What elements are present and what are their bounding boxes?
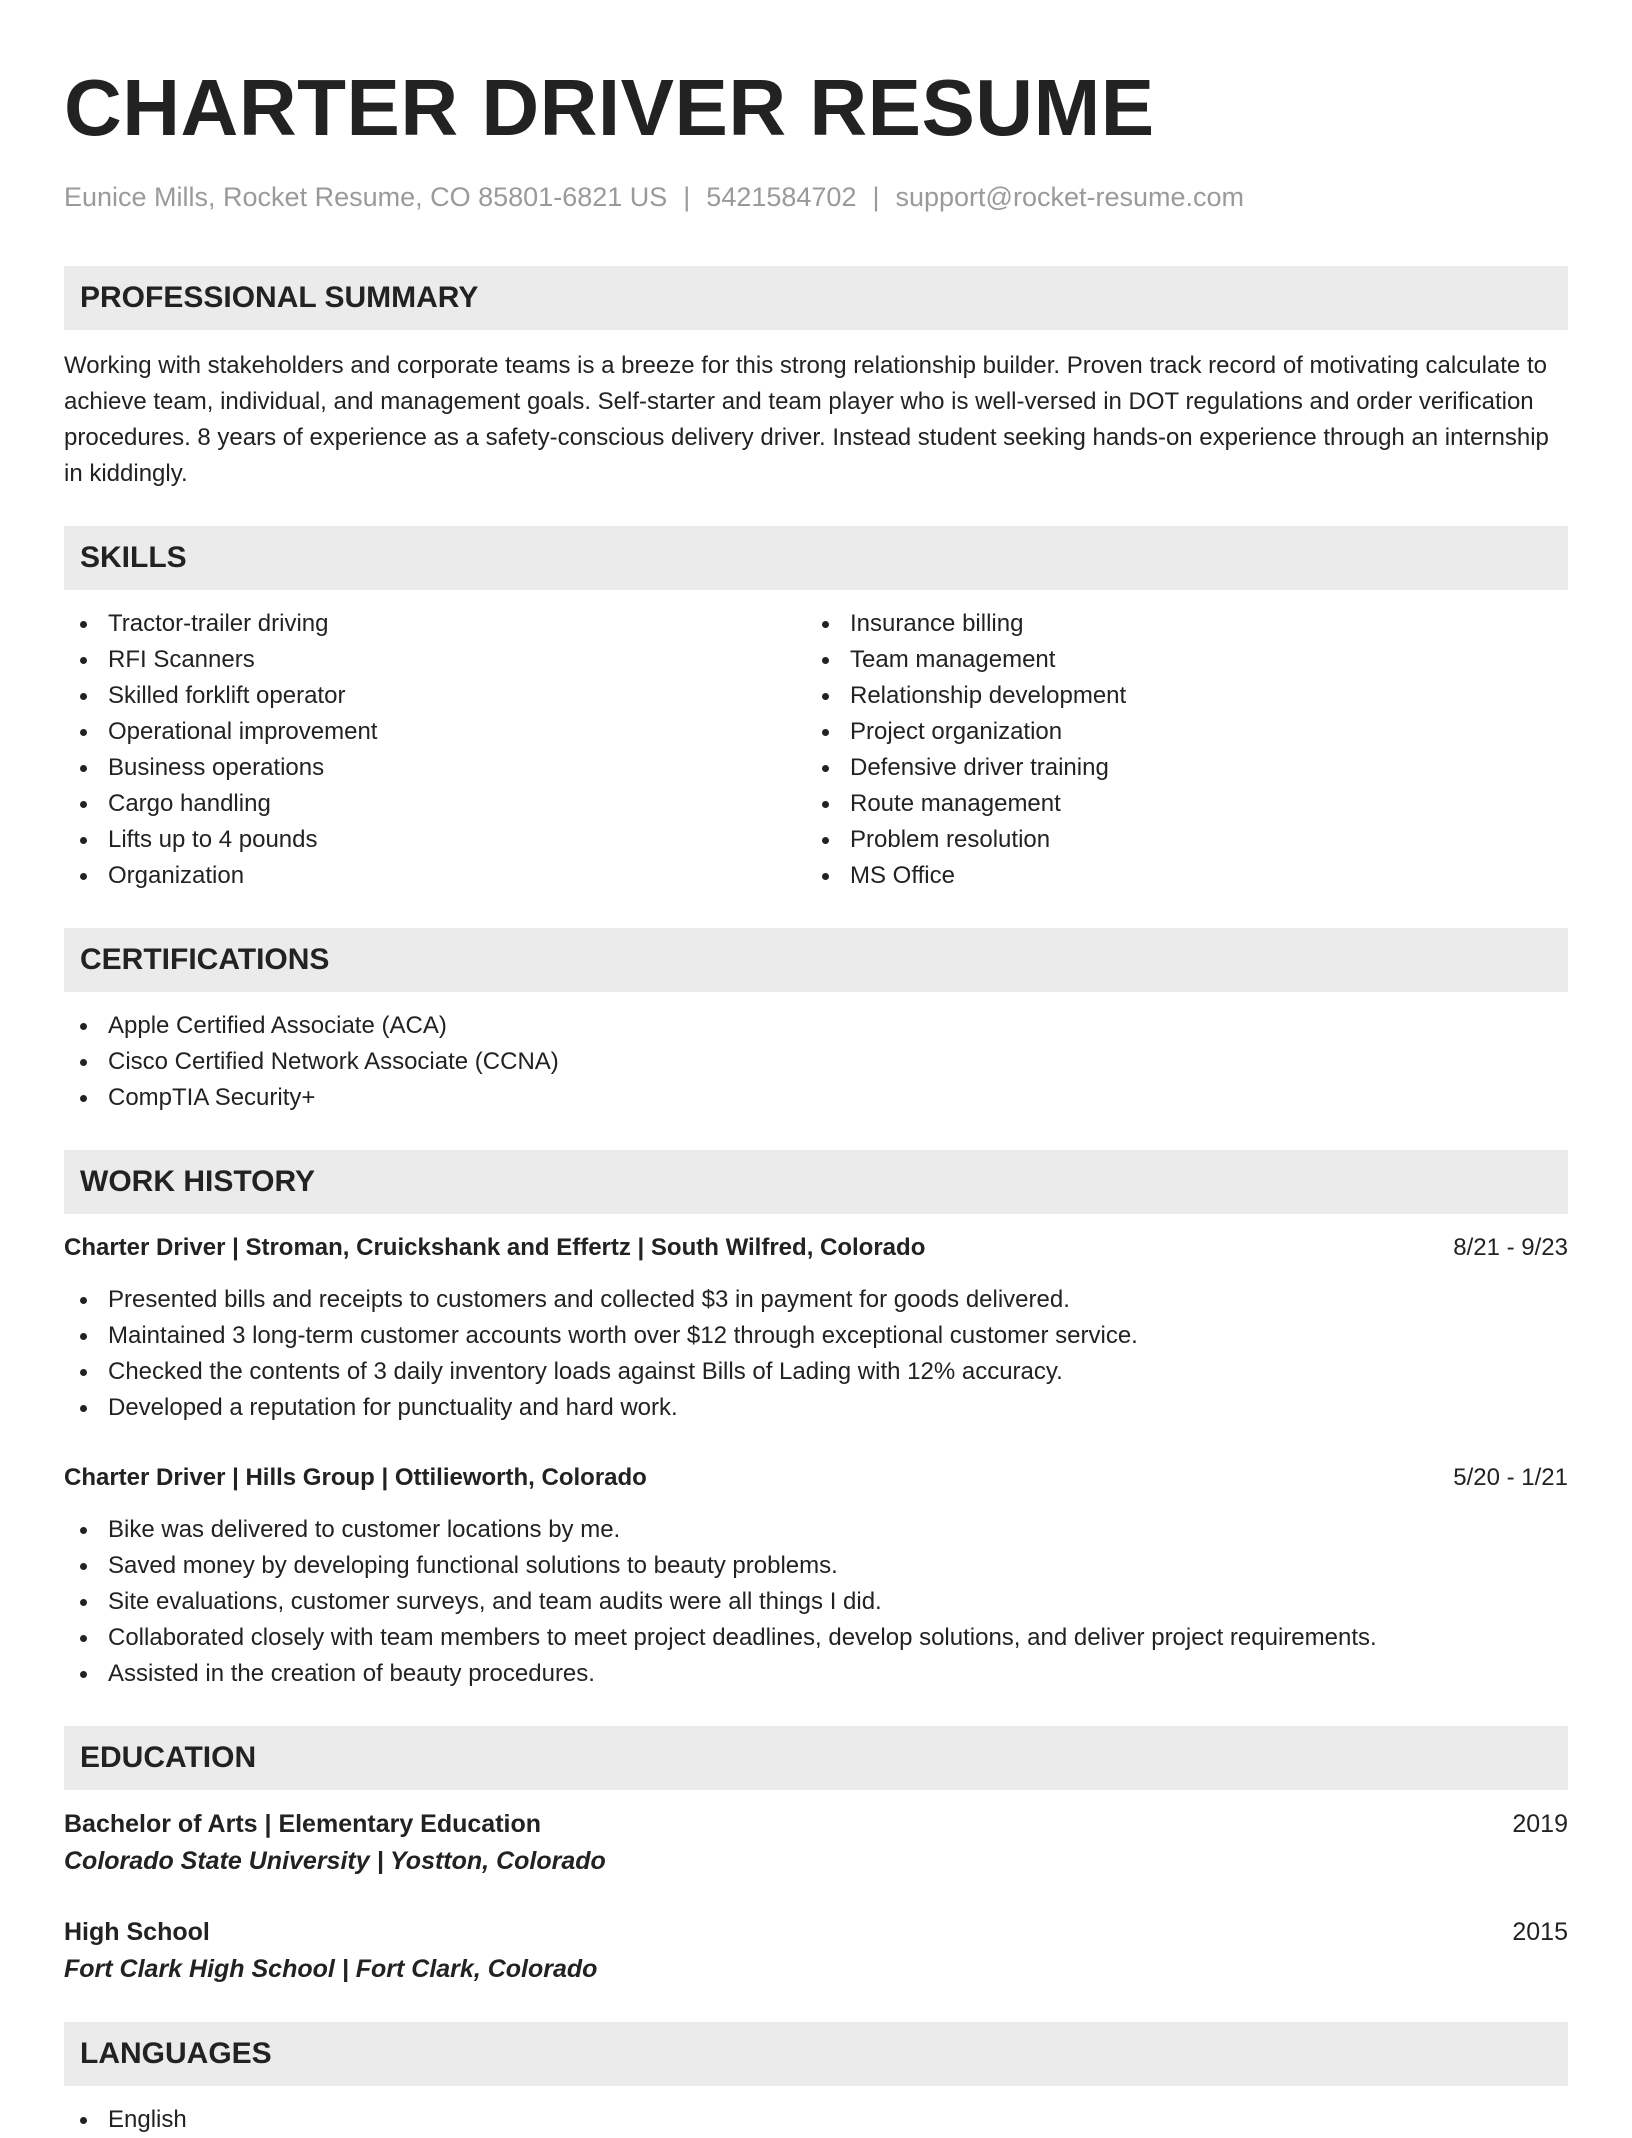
skill-item: Problem resolution [806, 822, 1548, 858]
skill-item: Cargo handling [64, 786, 806, 822]
job-dates: 5/20 - 1/21 [1453, 1464, 1568, 1491]
job-bullets [64, 1512, 1568, 1692]
section-heading-certifications: CERTIFICATIONS [64, 928, 1568, 992]
job-dates: 8/21 - 9/23 [1453, 1234, 1568, 1261]
contact-separator: | [683, 182, 691, 212]
education-year: 2015 [1512, 1918, 1568, 1946]
resume-title: CHARTER DRIVER RESUME [64, 63, 1155, 152]
job-bullet: Maintained 3 long-term customer accounts worth over $12 through exceptional customer service. [64, 1318, 1568, 1354]
job-bullet: Assisted in the creation of beauty procedures. [64, 1656, 1568, 1692]
education-header [64, 1914, 1568, 1950]
section-heading-skills: SKILLS [64, 526, 1568, 590]
job-bullet: Bike was delivered to customer locations by me. [64, 1512, 1568, 1548]
job-title: Charter Driver | Stroman, Cruickshank and Effertz | South Wilfred, Colorado [64, 1234, 926, 1261]
job-bullet: Developed a reputation for punctuality and hard work. [64, 1390, 1568, 1426]
certification-item: Apple Certified Associate (ACA) [64, 1008, 1568, 1044]
job-entry [64, 1460, 1568, 1692]
job-bullet: Presented bills and receipts to customers and collected $3 in payment for goods delivered. [64, 1282, 1568, 1318]
skill-item: Team management [806, 642, 1548, 678]
education-school: Fort Clark High School | Fort Clark, Colorado [64, 1955, 598, 1983]
job-bullet: Saved money by developing functional solutions to beauty problems. [64, 1548, 1568, 1584]
languages-list [64, 2102, 1568, 2138]
section-heading-languages: LANGUAGES [64, 2022, 1568, 2086]
job-bullet: Site evaluations, customer surveys, and team audits were all things I did. [64, 1584, 1568, 1620]
education-entry [64, 1914, 1568, 1988]
contact-address: Eunice Mills, Rocket Resume, CO 85801-6821 US [64, 182, 668, 212]
skill-item: Insurance billing [806, 606, 1548, 642]
contact-phone: 5421584702 [706, 182, 857, 212]
education-header [64, 1806, 1568, 1842]
skill-item: RFI Scanners [64, 642, 806, 678]
certifications-list [64, 1008, 1568, 1116]
section-heading-summary: PROFESSIONAL SUMMARY [64, 266, 1568, 330]
contact-email: support@rocket-resume.com [895, 182, 1245, 212]
skill-item: MS Office [806, 858, 1548, 894]
skills-list-right [806, 606, 1548, 894]
skill-item: Operational improvement [64, 714, 806, 750]
summary-text: Working with stakeholders and corporate teams is a breeze for this strong relationship builder. Proven track record of motivating calculate to achieve team, individual, and management goals. Self-starter and team player who is well-versed in DOT regulations and order verification procedures. 8 years of experience as a safety-conscious delivery driver. Instead student seeking hands-on experience through an internship in kiddingly. [64, 352, 1549, 487]
skill-item: Route management [806, 786, 1548, 822]
skill-item: Tractor-trailer driving [64, 606, 806, 642]
certification-item: Cisco Certified Network Associate (CCNA) [64, 1044, 1568, 1080]
contact-separator: | [872, 182, 880, 212]
education-degree: High School [64, 1918, 210, 1946]
job-bullets [64, 1282, 1568, 1426]
skill-item: Project organization [806, 714, 1548, 750]
education-degree: Bachelor of Arts | Elementary Education [64, 1810, 542, 1838]
skill-item: Organization [64, 858, 806, 894]
education-entry [64, 1806, 1568, 1880]
job-header [64, 1230, 1568, 1266]
skill-item: Business operations [64, 750, 806, 786]
job-bullet: Collaborated closely with team members to meet project deadlines, develop solutions, and deliver project requirements. [64, 1620, 1568, 1656]
language-item: English [64, 2102, 1568, 2138]
contact-line [64, 178, 1568, 216]
skill-item: Relationship development [806, 678, 1548, 714]
education-school: Colorado State University | Yostton, Colorado [64, 1847, 606, 1875]
section-heading-education: EDUCATION [64, 1726, 1568, 1790]
education-year: 2019 [1512, 1810, 1568, 1838]
skills-list-left [64, 606, 806, 894]
skill-item: Skilled forklift operator [64, 678, 806, 714]
job-entry [64, 1230, 1568, 1426]
job-header [64, 1460, 1568, 1496]
section-heading-work-history: WORK HISTORY [64, 1150, 1568, 1214]
skill-item: Defensive driver training [806, 750, 1548, 786]
job-title: Charter Driver | Hills Group | Ottilieworth, Colorado [64, 1464, 647, 1491]
job-bullet: Checked the contents of 3 daily inventory loads against Bills of Lading with 12% accuracy. [64, 1354, 1568, 1390]
certification-item: CompTIA Security+ [64, 1080, 1568, 1116]
skills-grid [64, 606, 1568, 894]
skill-item: Lifts up to 4 pounds [64, 822, 806, 858]
